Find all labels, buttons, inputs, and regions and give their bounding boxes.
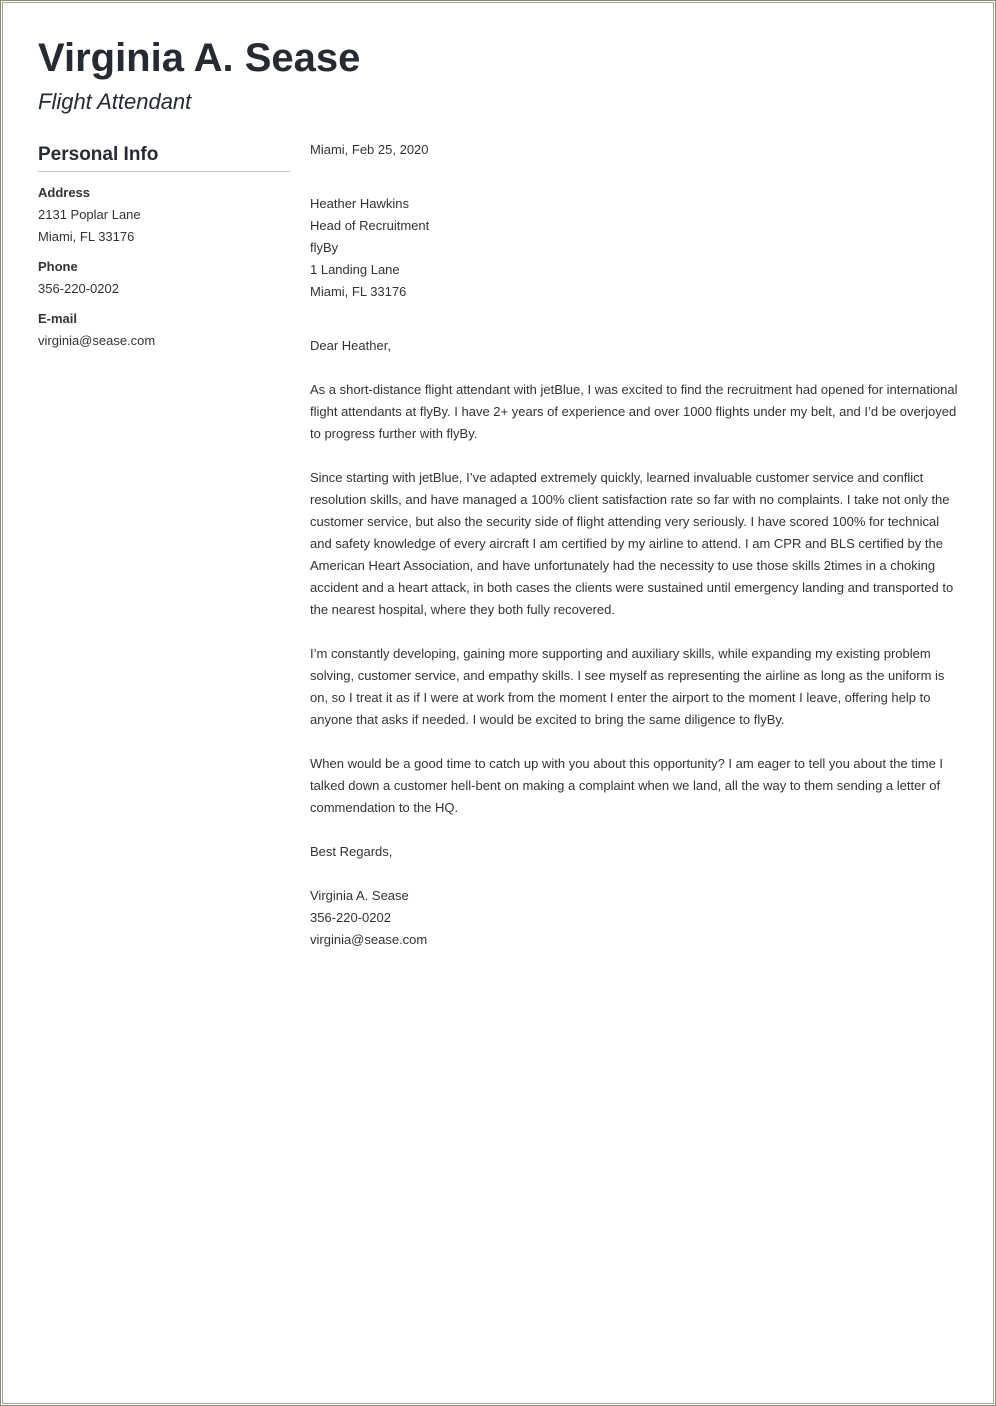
applicant-name: Virginia A. Sease (38, 36, 361, 80)
address-line2: Miami, FL 33176 (38, 229, 135, 244)
recipient-name: Heather Hawkins (310, 196, 409, 211)
letter-paragraph: When would be a good time to catch up with you about this opportunity? I am eager to tell you about the time I talked down a customer hell-bent on making a complaint when we land, all the way to them sending a letter of commendation to the HQ. (310, 756, 944, 815)
letter-paragraph: I’m constantly developing, gaining more supporting and auxiliary skills, while expanding my existing problem solving, customer service, and empathy skills. I see myself as representing the airline as long as the uniform is on, so I treat it as if I were at work from the moment I enter the airport to the moment I leave, offering help to anyone that asks if needed. I would be excited to bring the same diligence to flyBy. (310, 646, 945, 727)
address-line1: 2131 Poplar Lane (38, 207, 141, 222)
address-label: Address (38, 185, 91, 200)
signature-email: virginia@sease.com (310, 932, 428, 947)
phone-value: 356-220-0202 (38, 281, 119, 296)
personal-info-sidebar (38, 142, 290, 352)
recipient-address-line1: 1 Landing Lane (310, 262, 400, 277)
salutation: Dear Heather, (310, 338, 391, 353)
cover-letter-body (310, 139, 962, 951)
recipient-title: Head of Recruitment (310, 218, 430, 233)
letter-paragraph: As a short-distance flight attendant with jetBlue, I was excited to find the recruitment had opened for international flight attendants at flyBy. I have 2+ years of experience and over 1000 flights under my belt, and I’d be overjoyed to progress further with flyBy. (310, 382, 958, 441)
letter-date: Miami, Feb 25, 2020 (310, 142, 429, 157)
signature-block (310, 885, 962, 951)
phone-label: Phone (38, 259, 78, 274)
recipient-company: flyBy (310, 240, 339, 255)
email-value: virginia@sease.com (38, 333, 156, 348)
closing: Best Regards, (310, 844, 393, 859)
recipient-block (310, 193, 962, 303)
letter-paragraph: Since starting with jetBlue, I’ve adapted extremely quickly, learned invaluable customer service and conflict resolution skills, and have managed a 100% client satisfaction rate so far with no complaints. I take not only the customer service, but also the security side of flight attending very seriously. I have scored 100% for technical and safety knowledge of every aircraft I am certified by my airline to attend. I am CPR and BLS certified by the American Heart Association, and have unfortunately had the necessity to use those skills 2times in a choking accident and a heart attack, in both cases the clients were sustained until emergency landing and transported to the nearest hospital, where they both fully recovered. (310, 470, 954, 617)
personal-info-heading: Personal Info (38, 142, 290, 172)
signature-name: Virginia A. Sease (310, 888, 409, 903)
address-block (38, 182, 290, 248)
recipient-address-line2: Miami, FL 33176 (310, 284, 407, 299)
email-label: E-mail (38, 311, 78, 326)
phone-block (38, 256, 290, 300)
job-title: Flight Attendant (38, 89, 192, 114)
email-block (38, 308, 290, 352)
signature-phone: 356-220-0202 (310, 910, 391, 925)
